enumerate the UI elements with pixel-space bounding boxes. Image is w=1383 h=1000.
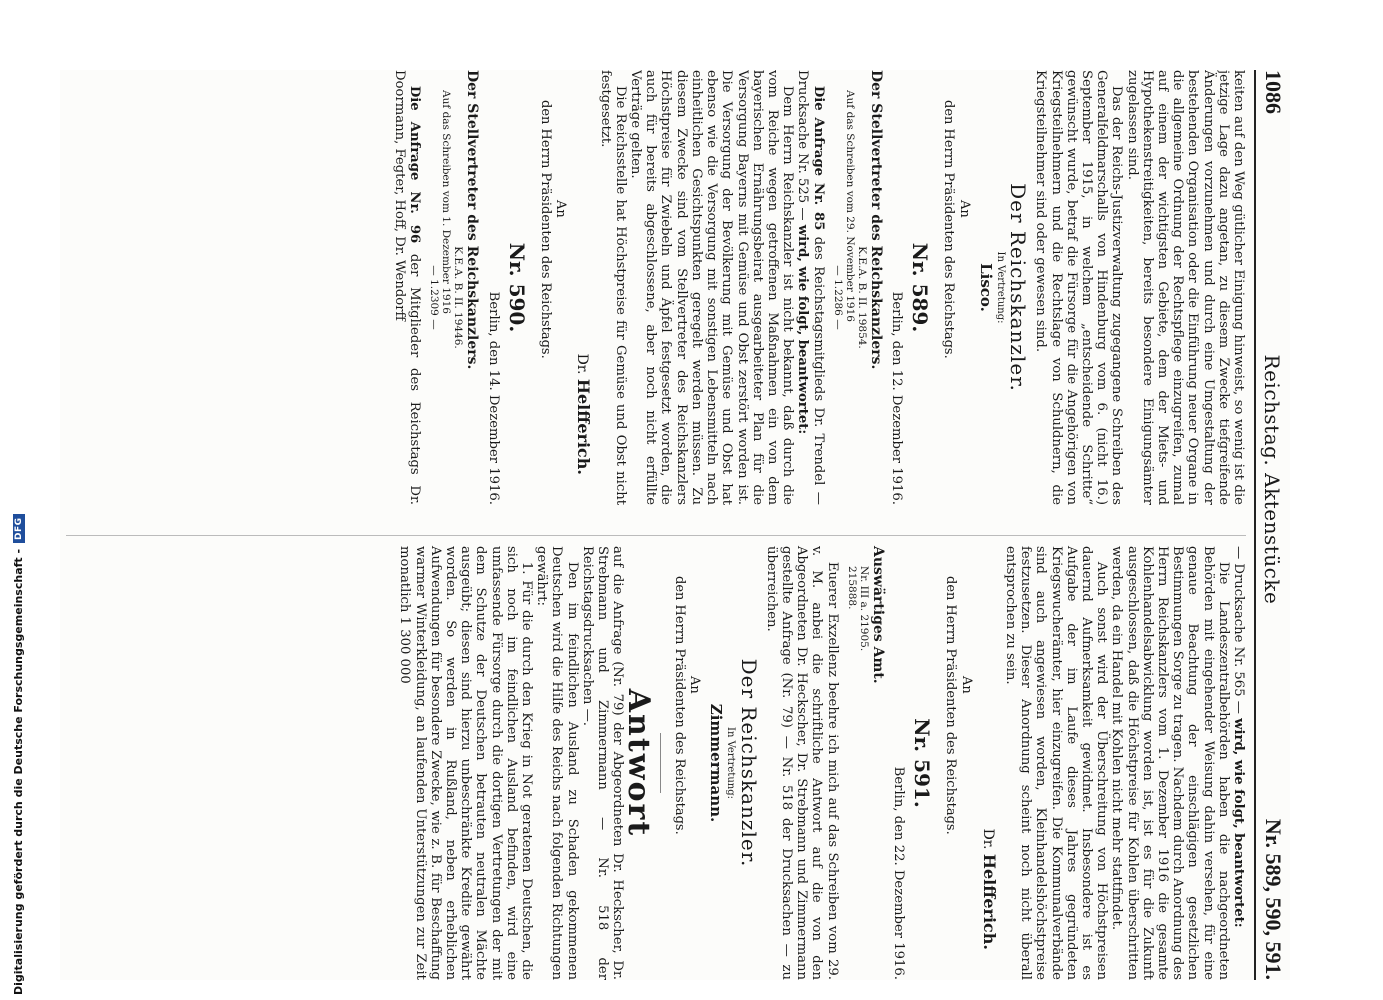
digitization-credit [12,514,25,995]
doc-590-signer [980,546,997,950]
doc-589-heading: Nr. 589. [908,242,933,333]
doc-590-dateline: Berlin, den 14. Dezember 1916. [485,291,501,505]
doc-589-question-label: Die Anfrage Nr. 85 [810,85,826,231]
doc-590-ref-number: — 1.2309 — [428,265,441,330]
doc-590-signer-prefix: Dr. [979,828,996,850]
doc-590-signer-name: Helfferich. [979,853,999,950]
doc-591-letter: Euerer Exzellenz beehre ich mich auf das Schreiben vom 29. v. M. anbei die schriftliche Antwort auf die von den Abgeordneten Dr. Heckscher, Dr. Strebmann und Zimmermann gestellte Anfrage (Nr. 79) — Nr. 518 der Drucksachen — zu überreichen. [763,546,840,980]
antwort-point-1: 1. Für die durch den Krieg in Not geratenen Deutschen, die sich noch im feindlichen Ausland befinden, wird eine umfassende Fürsorge durch die dortigen Vertretungen der mit dem Schutze der Deutschen betrauten neutralen Mächte ausgeübt; diesen sind hierzu unbeschränkte Kredite gewährt worden. So werden in Rußland, neben erheblichen Aufwendungen für besondere Zwecke, wie z. B. für Beschaffung warmer Winterkleidung, an laufenden Unterstützungen zur Zeit monatlich 1 300 000 [397,546,535,980]
doc-590-question-text: der Mitglieder des Reichstags Dr. Doormann, Fegter, Hoff, Dr. Wendorff [392,70,423,505]
dfg-logo-icon: DFG [13,514,25,543]
doc-589-dateline: Berlin, den 12. Dezember 1916. [888,291,904,505]
antwort-intro: Den im feindlichen Ausland zu Schaden gekommenen Deutschen wird die Hilfe des Reichs nach folgenden Richtungen gewährt: [534,546,580,980]
doc-591-signature-vertretung: In Vertretung: [725,727,737,799]
signature-vertretung: In Vertretung: [994,251,1006,324]
doc-589-ref-code: K.E.A. B. II. 19854. [855,246,868,349]
signature-title: Der Reichskanzler. [1006,183,1031,392]
doc-591-signature-name: Zimmermann. [707,703,726,823]
doc-591-dateline: Berlin, den 22. Dezember 1916. [890,766,906,980]
doc-591-heading: Nr. 591. [910,718,935,808]
signature-name: Lisco. [976,263,995,312]
address-recipient: den Herrn Präsidenten des Reichstags. [941,100,957,359]
doc-590-ref-code: K.E.A. B. II. 19446. [452,246,465,349]
doc-589-signer [574,70,594,475]
doc-590-ref-line: Auf das Schreiben vom 1. Dezember 1916 [440,90,453,314]
doc-591-address-recipient: den Herrn Präsidenten des Reichstags. [671,576,687,835]
page-number: 1086 [1261,70,1286,114]
doc-590-drucksache: — Drucksache Nr. 565 — [1231,546,1246,719]
doc-590-address-an: An [958,676,974,694]
doc-589-signer-prefix: Dr. [574,353,591,375]
doc-589-question-text: des Reichstagsmitglieds Dr. Trendel — Drucksache Nr. 525 — [795,70,826,505]
doc-591-signature-title: Der Reichskanzler. [736,658,761,868]
doc-591-sender: Auswärtiges Amt. [869,546,886,684]
doc-589-address-recipient: den Herrn Präsidenten des Reichstags. [538,100,554,359]
doc-591-address-an: An [686,676,702,694]
doc-590-heading: Nr. 590. [504,242,529,333]
doc-590-sender: Der Stellvertreter des Reichskanzlers. [464,70,481,370]
section-divider [661,733,662,793]
doc-590-question-label: Die Anfrage Nr. 96 [407,85,423,244]
doc-589-sender: Der Stellvertreter des Reichskanzlers. [867,70,884,370]
doc-589-answer: Dem Herrn Reichskanzler ist nicht bekannt, daß durch die vom Reiche wegen getroffenen Maßnahmen ein von dem bayerischen Ernährungsbeirat ausgearbeiteter Plan für die Versorgung Bayerns mit Gemüse und Obst zerstört worden ist. Die Versorgung der Bevölkerung mit Gemüse und Obst hat ebenso wie die Versorgung mit sonstigen Lebensmitteln nach einheitlichen Gesichtspunkten geregelt werden müssen. Zu diesem Zwecke sind vom Stellvertreter des Reichskanzlers Höchstpreise für Zwiebeln und Äpfel festgesetzt worden, die auch für bereits abgeschlossene, aber noch nicht erfüllte Verträge gelten. [628,70,796,505]
doc-589-ref-number: — 1.2286 — [831,265,844,330]
doc-590-question [392,70,422,505]
intro-paragraph: keiten auf den Weg gütlicher Einigung hinweist, so wenig ist die jetzige Lage dazu angetan, zu diesem Zwecke tiefgreifende Änderungen vorzunehmen und durch eine Umgestaltung der bestehenden Organisation oder die Einführung neuer Organe in die allgemeine Ordnung der Rechtspflege einzugreifen, zumal auf einem der wichtigsten Gebiete, dem der Miets- und Hypothekenstreitigkeiten, bereits besondere Einigungsämter zugelassen sind. [1124,70,1246,505]
doc-589-signer-name: Helfferich. [574,378,594,475]
doc-589-question [795,70,825,505]
doc-589-address-an: An [553,200,569,218]
antwort-heading: Antwort [621,688,657,838]
doc-589-reference [832,70,868,505]
doc-589-ref-line: Auf das Schreiben vom 29. November 1916 [843,90,856,322]
doc-590-reference [428,70,464,505]
digitization-credit-text: Digitalisierung gefördert durch die Deutsche Forschungsgemeinschaft - [12,548,25,995]
document-numbers: Nr. 589, 590, 591. [1261,818,1286,980]
doc-591-ref-line: Nr. III a. 21905. [857,566,870,652]
page-header [1254,70,1290,980]
running-title: Reichstag. Aktenstücke [1260,354,1284,605]
antwort-subject: auf die Anfrage (Nr. 79) der Abgeordneten Dr. Heckscher, Dr. Strebmann und Zimmermann — Nr. 518 der Reichstagsdrucksachen —. [579,546,626,980]
doc-590-answer-1: Die Landeszentralbehörden haben die nachgeordneten Behörden mit eingehender Weisung dahin versehen, für eine genaue Beachtung der einschlägigen gesetzlichen Bestimmungen Sorge zu tragen. Nachdem durch Anordnung des Herrn Reichskanzlers vom 1. Dezember 1916 die gesamte Kohlenhandelsabwicklung worden ist, ist es für die Zukunft ausgeschlossen, daß die Höchstpreise für Kohlen überschritten werden, da ein Handel mit Kohlen nicht mehr stattfindet. [1109,546,1231,980]
doc-591-reference [846,546,870,980]
right-column [66,535,1246,980]
hindenburg-paragraph: Das der Reichs-Justizverwaltung zugegangene Schreiben des Generalfeldmarschalls von Hindenburg vom 6. (nicht 16.) September 1915, in welchem „entscheidende Schritte“ gewünscht wurde, betraf die Fürsorge für die Angehörigen von Kriegsteilnehmern und die Rechtslage von Schuldnern, die Kriegsteilnehmer sind oder gewesen sind. [1033,70,1125,505]
left-column [66,70,1246,515]
doc-589-question-post: wird, wie folgt, beantwortet: [795,224,811,435]
address-an: An [956,200,972,218]
text-columns [66,70,1246,980]
doc-590-answer-2: Auch sonst wird der Überschreitung von Höchstpreisen dauernd Aufmerksamkeit gewidmet. Insbesondere ist es Aufgabe der im Laufe dieses Jahres gegründeten Kriegswucherämter, hier einzugreifen. Die Kommunalverbände sind auch angewiesen worden, Kleinhandelshöchstpreise festzusetzen. Dieser Anordnung scheint noch nicht überall entsprochen zu sein. [1002,546,1110,980]
doc-591-ref-number: 215888. [845,566,858,610]
doc-589-second-answer: Die Reichsstelle hat Höchstpreise für Gemüse und Obst nicht festgesetzt. [597,70,628,505]
doc-590-beantwortet: wird, wie folgt, beantwortet: [1231,718,1246,928]
document-page [60,70,1290,980]
doc-590-address-recipient: den Herrn Präsidenten des Reichstags. [943,576,959,835]
doc-590-continuation [1231,546,1246,980]
